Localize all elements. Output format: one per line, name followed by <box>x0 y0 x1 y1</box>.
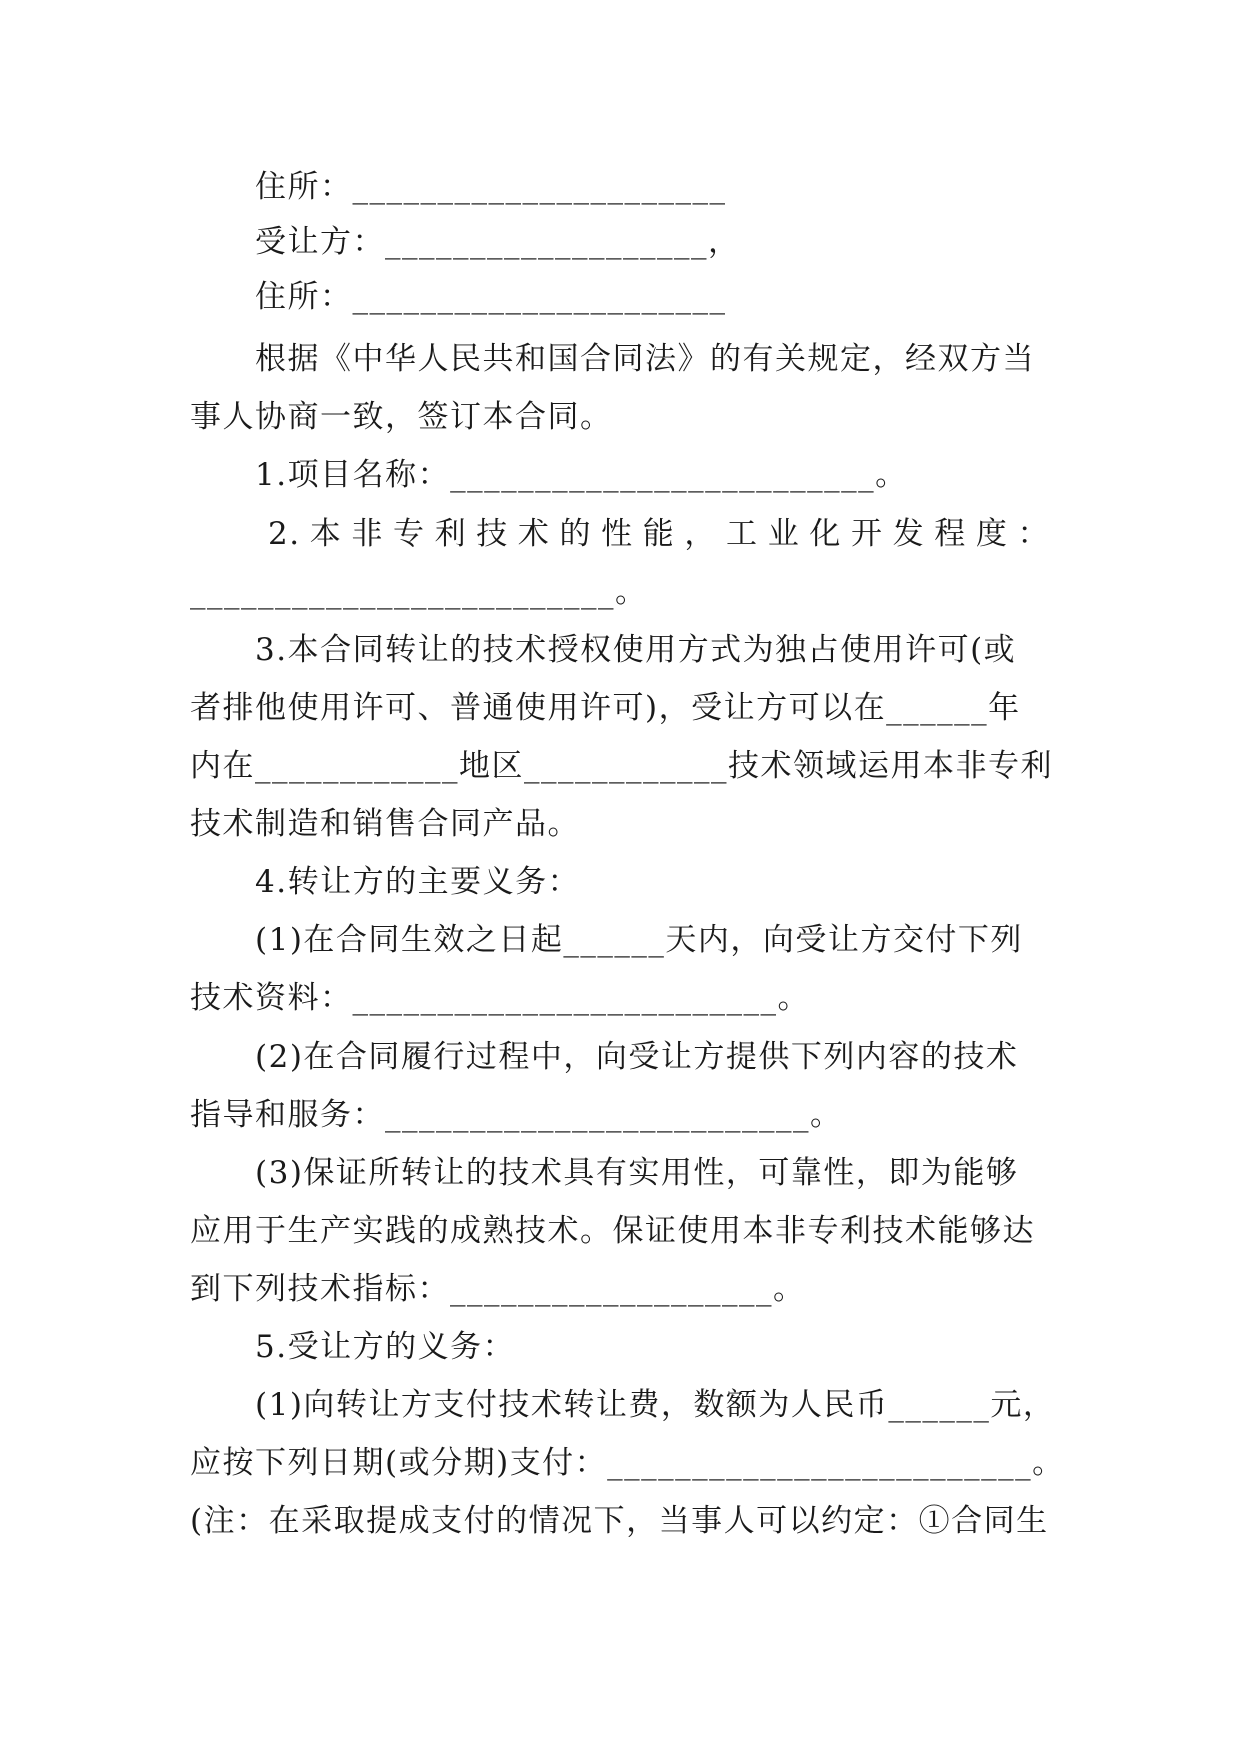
clause-5-1-line-2: 应按下列日期(或分期)支付：_________________________。 <box>190 1445 1065 1481</box>
preamble-line-2: 事人协商一致，签订本合同。 <box>190 399 613 435</box>
clause-4-heading: 4.转让方的主要义务： <box>255 864 581 900</box>
clause-4-3-line-2: 应用于生产实践的成熟技术。保证使用本非专利技术能够达 <box>190 1213 1035 1249</box>
clause-4-1-line-1: (1)在合同生效之日起______天内，向受让方交付下列 <box>255 922 1023 958</box>
clause-3-line-4: 技术制造和销售合同产品。 <box>190 806 580 842</box>
clause-5-note-line: (注：在采取提成支付的情况下，当事人可以约定：①合同生 <box>190 1503 1049 1539</box>
clause-2-line-2: _________________________。 <box>190 574 648 610</box>
clause-4-2-line-2: 指导和服务：_________________________。 <box>190 1097 843 1133</box>
transferor-address-line: 住所：______________________ <box>255 169 727 205</box>
clause-2-line-1: 2.本非专利技术的性能，工业化开发程度： <box>268 516 1050 552</box>
transferee-address-line: 住所：______________________ <box>255 279 727 315</box>
clause-3-line-1: 3.本合同转让的技术授权使用方式为独占使用许可(或 <box>255 632 1017 668</box>
transferee-line: 受让方：___________________， <box>255 224 741 260</box>
clause-4-3-line-1: (3)保证所转让的技术具有实用性，可靠性，即为能够 <box>255 1155 1019 1191</box>
clause-3-line-3: 内在____________地区____________技术领域运用本非专利 <box>190 748 1053 784</box>
clause-3-line-2: 者排他使用许可、普通使用许可)，受让方可以在______年 <box>190 690 1021 726</box>
clause-5-heading: 5.受让方的义务： <box>255 1329 516 1365</box>
clause-4-3-line-3: 到下列技术指标：___________________。 <box>190 1271 806 1307</box>
clause-4-1-line-2: 技术资料：_________________________。 <box>190 980 810 1016</box>
clause-1-project-name: 1.项目名称：_________________________。 <box>255 457 908 493</box>
preamble-line-1: 根据《中华人民共和国合同法》的有关规定，经双方当 <box>255 341 1035 377</box>
clause-5-1-line-1: (1)向转让方支付技术转让费，数额为人民币______元， <box>255 1387 1056 1423</box>
clause-4-2-line-1: (2)在合同履行过程中，向受让方提供下列内容的技术 <box>255 1039 1019 1075</box>
